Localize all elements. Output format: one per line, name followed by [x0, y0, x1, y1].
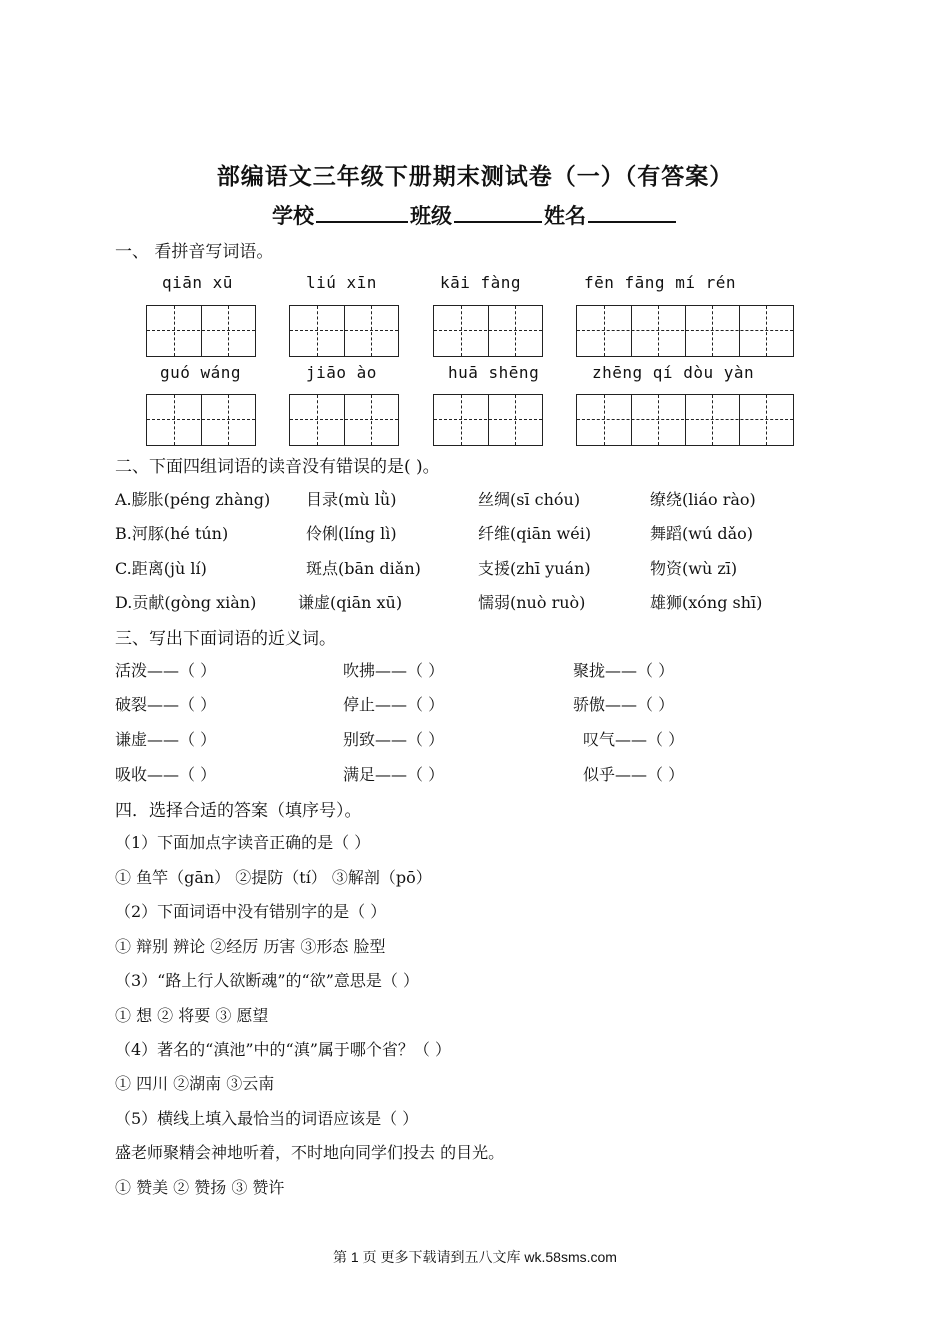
section-2-heading: 二、下面四组词语的读音没有错误的是( )。 [115, 457, 440, 477]
answer-options: ① 四川 ②湖南 ③云南 [115, 1074, 275, 1093]
section-3-heading: 三、写出下面词语的近义词。 [115, 629, 336, 649]
synonym-item: 活泼——（ ） [115, 661, 217, 680]
option-item: 谦虚(qiān xū) [298, 593, 403, 612]
pinyin-label: guó wáng [160, 363, 242, 382]
option-item: 缭绕(liáo rào) [650, 490, 756, 509]
writing-grid-2[interactable] [433, 305, 543, 357]
school-label: 学校 [272, 203, 314, 228]
option-item: 目录(mù lǜ) [306, 490, 397, 509]
answer-options: ① 鱼竿（gān） ②提防（tí） ③解剖（pō） [115, 868, 432, 887]
writing-grid-2[interactable] [289, 305, 399, 357]
option-item: 雄狮(xóng shī) [650, 593, 763, 612]
name-label: 姓名 [544, 203, 586, 228]
question-line: （5）横线上填入最恰当的词语应该是（ ） [115, 1109, 419, 1128]
synonym-item: 吹拂——（ ） [343, 661, 445, 680]
synonym-item: 似乎——（ ） [583, 765, 685, 784]
option-item: C.距离(jù lí) [115, 559, 207, 578]
page-footer: 第 1 页 更多下载请到五八文库 wk.58sms.com [333, 1249, 617, 1265]
question-line: （1）下面加点字读音正确的是（ ） [115, 833, 371, 852]
page-title: 部编语文三年级下册期末测试卷（一）（有答案） [216, 163, 734, 190]
option-item: A.膨胀(péng zhàng) [115, 490, 271, 509]
writing-grid-4[interactable] [576, 394, 794, 446]
question-line: （3）“路上行人欲断魂”的“欲”意思是（ ） [115, 971, 419, 990]
synonym-item: 聚拢——（ ） [573, 661, 675, 680]
class-blank[interactable] [454, 203, 542, 223]
option-item: 物资(wù zī) [650, 559, 738, 578]
writing-grid-2[interactable] [146, 305, 256, 357]
section-4-heading: 四．选择合适的答案（填序号）。 [115, 801, 362, 821]
pinyin-label: zhēng qí dòu yàn [592, 363, 755, 382]
writing-grid-2[interactable] [289, 394, 399, 446]
answer-options: ① 辩别 辨论 ②经厉 历害 ③形态 脸型 [115, 937, 386, 956]
option-item: 丝绸(sī chóu) [478, 490, 581, 509]
synonym-item: 骄傲——（ ） [573, 695, 675, 714]
synonym-item: 吸收——（ ） [115, 765, 217, 784]
pinyin-label: huā shēng [448, 363, 540, 382]
question-line: （2）下面词语中没有错别字的是（ ） [115, 902, 387, 921]
synonym-item: 停止——（ ） [343, 695, 445, 714]
class-label: 班级 [410, 203, 452, 228]
name-blank[interactable] [588, 203, 676, 223]
answer-options: ① 想 ② 将要 ③ 愿望 [115, 1006, 269, 1025]
option-item: 支援(zhī yuán) [478, 559, 591, 578]
pinyin-label: kāi fàng [440, 273, 522, 292]
question-sentence: 盛老师聚精会神地听着，不时地向同学们投去 的目光。 [115, 1143, 505, 1162]
synonym-item: 破裂——（ ） [115, 695, 217, 714]
synonym-item: 谦虚——（ ） [115, 730, 217, 749]
student-info-line [0, 200, 950, 230]
school-blank[interactable] [316, 203, 408, 223]
writing-grid-2[interactable] [433, 394, 543, 446]
option-item: 懦弱(nuò ruò) [478, 593, 586, 612]
option-item: D.贡献(gòng xiàn) [115, 593, 257, 612]
pinyin-label: jiāo ào [306, 363, 377, 382]
pinyin-label: liú xīn [306, 273, 377, 292]
pinyin-label: qiān xū [162, 273, 233, 292]
option-item: 纤维(qiān wéi) [478, 524, 592, 543]
synonym-item: 别致——（ ） [343, 730, 445, 749]
option-item: B.河豚(hé tún) [115, 524, 229, 543]
pinyin-label: fēn fāng mí rén [584, 273, 736, 292]
writing-grid-2[interactable] [146, 394, 256, 446]
option-item: 斑点(bān diǎn) [306, 559, 421, 578]
option-item: 舞蹈(wú dǎo) [650, 524, 753, 543]
writing-grid-4[interactable] [576, 305, 794, 357]
question-line: （4）著名的“滇池”中的“滇”属于哪个省？（ ） [115, 1040, 451, 1059]
section-1-heading: 一、 看拼音写词语。 [115, 242, 274, 262]
option-item: 伶俐(líng lì) [306, 524, 397, 543]
answer-options: ① 赞美 ② 赞扬 ③ 赞许 [115, 1178, 285, 1197]
synonym-item: 满足——（ ） [343, 765, 445, 784]
synonym-item: 叹气——（ ） [583, 730, 685, 749]
